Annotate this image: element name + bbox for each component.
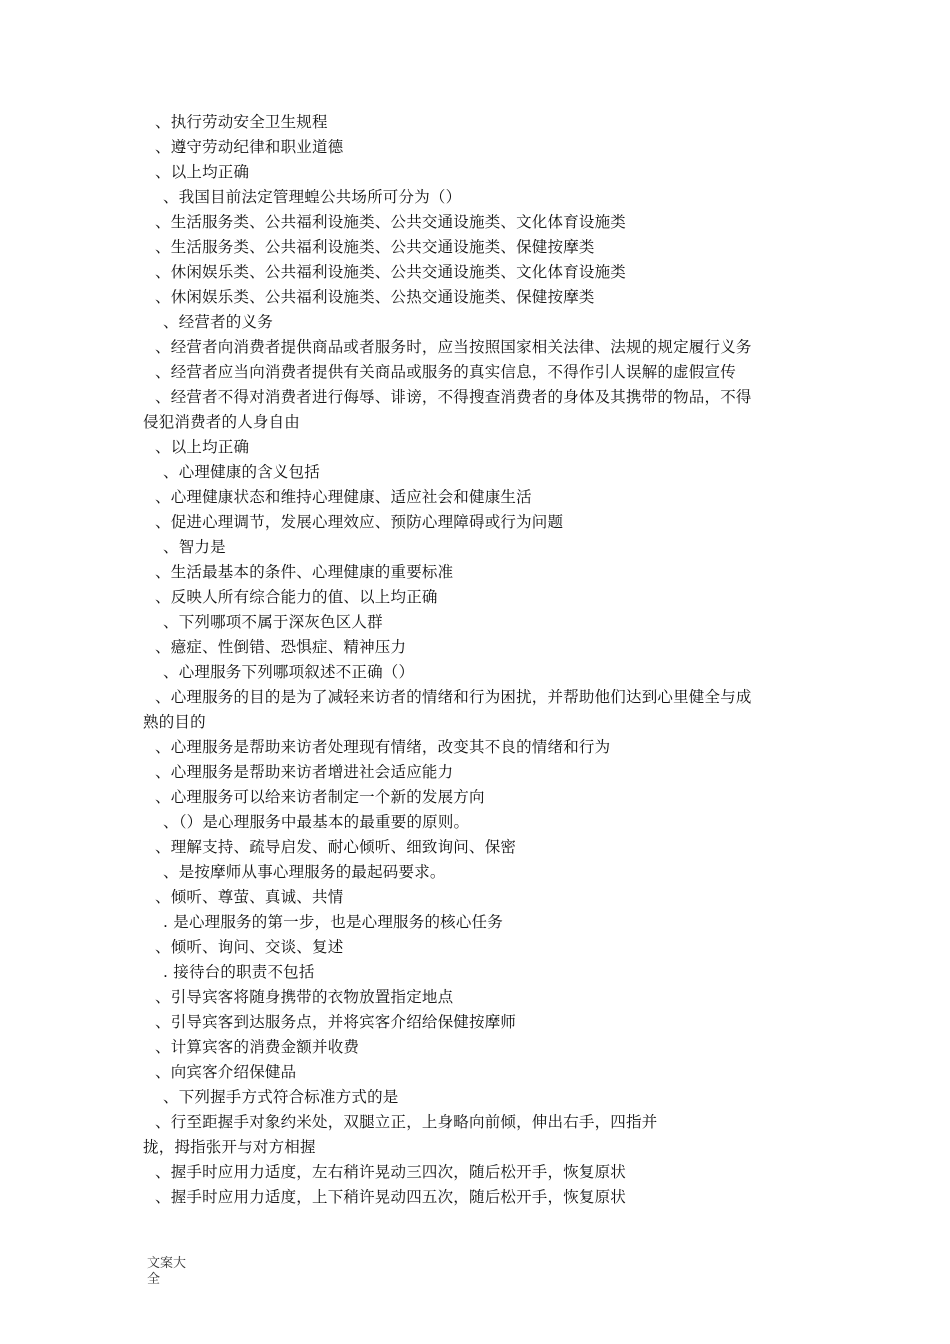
option-line: 、癔症、性倒错、恐惧症、精神压力 — [155, 638, 407, 656]
footer-text-line: 全 — [147, 1272, 161, 1287]
option-line: 、心理服务可以给来访者制定一个新的发展方向 — [155, 788, 485, 806]
option-line-continued: 熟的目的 — [143, 713, 206, 731]
option-line: 、以上均正确 — [155, 438, 250, 456]
question-line: 、心理健康的含义包括 — [163, 463, 321, 481]
option-line: 、心理服务的目的是为了减轻来访者的情绪和行为困扰，并帮助他们达到心里健全与成 — [155, 688, 752, 706]
question-line: 、智力是 — [163, 538, 226, 556]
question-line: 、下列哪项不属于深灰色区人群 — [163, 613, 383, 631]
option-line: 、向宾客介绍保健品 — [155, 1063, 297, 1081]
option-line: 、休闲娱乐类、公共福利设施类、公共交通设施类、文化体育设施类 — [155, 263, 627, 281]
question-line: . 是心理服务的第一步，也是心理服务的核心任务 — [163, 913, 503, 931]
option-line: 、经营者向消费者提供商品或者服务时，应当按照国家相关法律、法规的规定履行义务 — [155, 338, 752, 356]
option-line: 、心理服务是帮助来访者处理现有情绪，改变其不良的情绪和行为 — [155, 738, 611, 756]
document-body — [143, 110, 813, 1210]
option-line: 、生活最基本的条件、心理健康的重要标准 — [155, 563, 454, 581]
option-line-continued: 拢，拇指张开与对方相握 — [143, 1138, 316, 1156]
option-line-continued: 侵犯消费者的人身自由 — [143, 413, 301, 431]
option-line: 、握手时应用力适度，上下稍许晃动四五次，随后松开手，恢复原状 — [155, 1188, 627, 1206]
option-line: 、经营者应当向消费者提供有关商品或服务的真实信息，不得作引人误解的虚假宣传 — [155, 363, 736, 381]
option-line: 、理解支持、疏导启发、耐心倾听、细致询问、保密 — [155, 838, 517, 856]
option-line: 、心理服务是帮助来访者增进社会适应能力 — [155, 763, 454, 781]
option-line: 、经营者不得对消费者进行侮辱、诽谤，不得搜查消费者的身体及其携带的物品，不得 — [155, 388, 752, 406]
option-line: 、握手时应用力适度，左右稍许晃动三四次，随后松开手，恢复原状 — [155, 1163, 627, 1181]
option-line: 、倾听、尊萤、真诚、共情 — [155, 888, 344, 906]
page-footer — [147, 1256, 197, 1288]
text-line: 、以上均正确 — [155, 163, 250, 181]
option-line: 、计算宾客的消费金额并收费 — [155, 1038, 360, 1056]
option-line: 、反映人所有综合能力的值、以上均正确 — [155, 588, 438, 606]
text-line: 、执行劳动安全卫生规程 — [155, 113, 328, 131]
option-line: 、倾听、询问、交谈、复述 — [155, 938, 344, 956]
question-line: . 接待台的职责不包括 — [163, 963, 315, 981]
option-line: 、引导宾客将随身携带的衣物放置指定地点 — [155, 988, 454, 1006]
option-line: 、引导宾客到达服务点，并将宾客介绍给保健按摩师 — [155, 1013, 517, 1031]
option-line: 、行至距握手对象约米处，双腿立正，上身略向前倾，伸出右手，四指并 — [155, 1113, 658, 1131]
option-line: 、生活服务类、公共福利设施类、公共交通设施类、保健按摩类 — [155, 238, 595, 256]
question-line: 、经营者的义务 — [163, 313, 273, 331]
question-line: 、是按摩师从事心理服务的最起码要求。 — [163, 863, 446, 881]
question-line: 、下列握手方式符合标准方式的是 — [163, 1088, 399, 1106]
option-line: 、促进心理调节，发展心理效应、预防心理障碍或行为问题 — [155, 513, 564, 531]
footer-text-line: 文案大 — [147, 1256, 187, 1271]
option-line: 、心理健康状态和维持心理健康、适应社会和健康生活 — [155, 488, 532, 506]
question-line: 、我国目前法定管理蝗公共场所可分为（） — [163, 188, 462, 206]
text-line: 、遵守劳动纪律和职业道德 — [155, 138, 344, 156]
question-line: 、心理服务下列哪项叙述不正确（） — [163, 663, 415, 681]
question-line: 、（）是心理服务中最基本的最重要的原则。 — [163, 813, 470, 831]
option-line: 、生活服务类、公共福利设施类、公共交通设施类、文化体育设施类 — [155, 213, 627, 231]
option-line: 、休闲娱乐类、公共福利设施类、公热交通设施类、保健按摩类 — [155, 288, 595, 306]
